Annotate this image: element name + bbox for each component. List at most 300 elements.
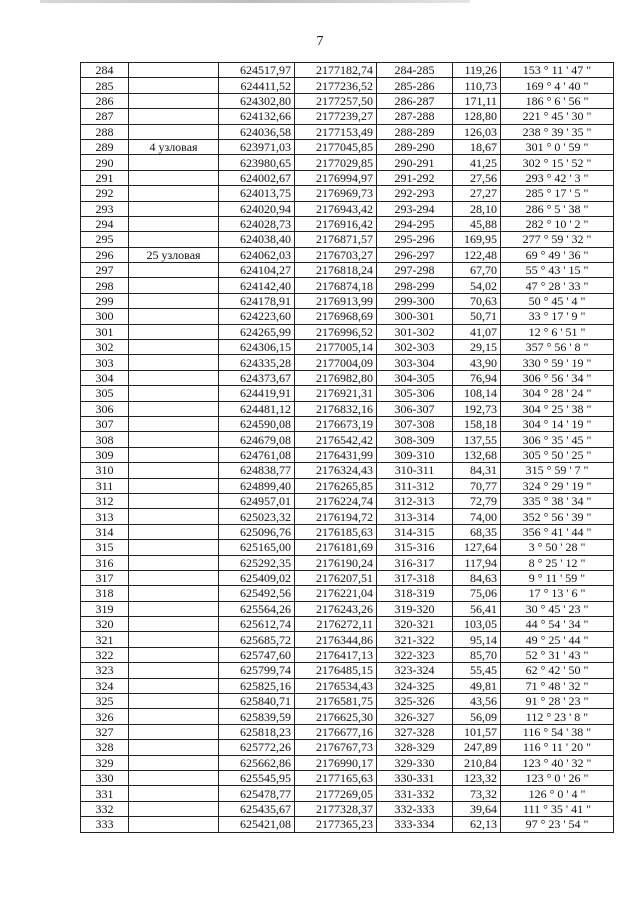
node-type-cell	[129, 447, 219, 462]
y-coordinate-cell: 2176921,31	[295, 386, 377, 401]
page-number: 7	[316, 34, 324, 49]
table-row	[81, 324, 614, 339]
point-number-cell: 294	[81, 216, 129, 231]
segment-cell: 303-304	[377, 355, 453, 370]
y-coordinate-cell: 2176534,43	[295, 678, 377, 693]
node-type-cell	[129, 724, 219, 739]
segment-cell: 292-293	[377, 186, 453, 201]
table-row	[81, 801, 614, 816]
table-row	[81, 463, 614, 478]
table-row	[81, 386, 614, 401]
direction-angle-cell: 306 ° 35 ' 45 "	[501, 432, 614, 447]
direction-angle-cell: 302 ° 15 ' 52 "	[501, 155, 614, 170]
x-coordinate-cell: 625478,77	[219, 786, 295, 801]
direction-angle-cell: 50 ° 45 ' 4 "	[501, 293, 614, 308]
y-coordinate-cell: 2177365,23	[295, 817, 377, 832]
y-coordinate-cell: 2176194,72	[295, 509, 377, 524]
point-number-cell: 300	[81, 309, 129, 324]
direction-angle-cell: 356 ° 41 ' 44 "	[501, 524, 614, 539]
point-number-cell: 331	[81, 786, 129, 801]
length-cell: 27,56	[453, 170, 501, 185]
x-coordinate-cell: 624590,08	[219, 416, 295, 431]
node-type-cell: 4 узловая	[129, 139, 219, 154]
node-type-cell	[129, 278, 219, 293]
point-number-cell: 330	[81, 770, 129, 785]
segment-cell: 317-318	[377, 570, 453, 585]
x-coordinate-cell: 624036,58	[219, 124, 295, 139]
direction-angle-cell: 123 ° 0 ' 26 "	[501, 770, 614, 785]
point-number-cell: 297	[81, 263, 129, 278]
y-coordinate-cell: 2176871,57	[295, 232, 377, 247]
length-cell: 39,64	[453, 801, 501, 816]
x-coordinate-cell: 624517,97	[219, 63, 295, 78]
direction-angle-cell: 153 ° 11 ' 47 "	[501, 63, 614, 78]
table-row	[81, 755, 614, 770]
point-number-cell: 298	[81, 278, 129, 293]
segment-cell: 323-324	[377, 663, 453, 678]
length-cell: 210,84	[453, 755, 501, 770]
node-type-cell	[129, 386, 219, 401]
x-coordinate-cell: 625772,26	[219, 740, 295, 755]
direction-angle-cell: 126 ° 0 ' 4 "	[501, 786, 614, 801]
direction-angle-cell: 69 ° 49 ' 36 "	[501, 247, 614, 262]
point-number-cell: 333	[81, 817, 129, 832]
y-coordinate-cell: 2176207,51	[295, 570, 377, 585]
segment-cell: 311-312	[377, 478, 453, 493]
point-number-cell: 291	[81, 170, 129, 185]
length-cell: 95,14	[453, 632, 501, 647]
direction-angle-cell: 30 ° 45 ' 23 "	[501, 601, 614, 616]
length-cell: 74,00	[453, 509, 501, 524]
direction-angle-cell: 315 ° 59 ' 7 "	[501, 463, 614, 478]
x-coordinate-cell: 625612,74	[219, 617, 295, 632]
x-coordinate-cell: 623980,65	[219, 155, 295, 170]
direction-angle-cell: 47 ° 28 ' 33 "	[501, 278, 614, 293]
direction-angle-cell: 116 ° 11 ' 20 "	[501, 740, 614, 755]
direction-angle-cell: 286 ° 5 ' 38 "	[501, 201, 614, 216]
y-coordinate-cell: 2177182,74	[295, 63, 377, 78]
y-coordinate-cell: 2177165,63	[295, 770, 377, 785]
length-cell: 127,64	[453, 540, 501, 555]
y-coordinate-cell: 2176818,24	[295, 263, 377, 278]
segment-cell: 290-291	[377, 155, 453, 170]
x-coordinate-cell: 625799,74	[219, 663, 295, 678]
length-cell: 18,67	[453, 139, 501, 154]
segment-cell: 324-325	[377, 678, 453, 693]
y-coordinate-cell: 2176913,99	[295, 293, 377, 308]
table-row	[81, 232, 614, 247]
table-row	[81, 709, 614, 724]
y-coordinate-cell: 2176832,16	[295, 401, 377, 416]
node-type-cell	[129, 601, 219, 616]
length-cell: 54,02	[453, 278, 501, 293]
x-coordinate-cell: 624038,40	[219, 232, 295, 247]
y-coordinate-cell: 2176185,63	[295, 524, 377, 539]
y-coordinate-cell: 2176243,26	[295, 601, 377, 616]
node-type-cell	[129, 416, 219, 431]
node-type-cell	[129, 617, 219, 632]
direction-angle-cell: 238 ° 39 ' 35 "	[501, 124, 614, 139]
y-coordinate-cell: 2176767,73	[295, 740, 377, 755]
segment-cell: 300-301	[377, 309, 453, 324]
node-type-cell	[129, 755, 219, 770]
node-type-cell	[129, 586, 219, 601]
direction-angle-cell: 186 ° 6 ' 56 "	[501, 93, 614, 108]
y-coordinate-cell: 2176485,15	[295, 663, 377, 678]
node-type-cell	[129, 709, 219, 724]
y-coordinate-cell: 2176190,24	[295, 555, 377, 570]
table-row	[81, 170, 614, 185]
length-cell: 43,90	[453, 355, 501, 370]
direction-angle-cell: 55 ° 43 ' 15 "	[501, 263, 614, 278]
direction-angle-cell: 8 ° 25 ' 12 "	[501, 555, 614, 570]
table-row	[81, 293, 614, 308]
length-cell: 73,32	[453, 786, 501, 801]
length-cell: 128,80	[453, 109, 501, 124]
node-type-cell	[129, 263, 219, 278]
length-cell: 85,70	[453, 647, 501, 662]
x-coordinate-cell: 625096,76	[219, 524, 295, 539]
x-coordinate-cell: 625023,32	[219, 509, 295, 524]
segment-cell: 288-289	[377, 124, 453, 139]
table-row	[81, 540, 614, 555]
point-number-cell: 305	[81, 386, 129, 401]
segment-cell: 285-286	[377, 78, 453, 93]
table-row	[81, 340, 614, 355]
length-cell: 119,26	[453, 63, 501, 78]
node-type-cell	[129, 694, 219, 709]
length-cell: 169,95	[453, 232, 501, 247]
x-coordinate-cell: 625165,00	[219, 540, 295, 555]
segment-cell: 325-326	[377, 694, 453, 709]
x-coordinate-cell: 625839,59	[219, 709, 295, 724]
direction-angle-cell: 97 ° 23 ' 54 "	[501, 817, 614, 832]
x-coordinate-cell: 624335,28	[219, 355, 295, 370]
segment-cell: 299-300	[377, 293, 453, 308]
segment-cell: 319-320	[377, 601, 453, 616]
point-number-cell: 285	[81, 78, 129, 93]
point-number-cell: 332	[81, 801, 129, 816]
point-number-cell: 315	[81, 540, 129, 555]
node-type-cell	[129, 740, 219, 755]
length-cell: 49,81	[453, 678, 501, 693]
node-type-cell	[129, 432, 219, 447]
node-type-cell	[129, 463, 219, 478]
length-cell: 62,13	[453, 817, 501, 832]
y-coordinate-cell: 2176916,42	[295, 216, 377, 231]
length-cell: 123,32	[453, 770, 501, 785]
y-coordinate-cell: 2176221,04	[295, 586, 377, 601]
segment-cell: 309-310	[377, 447, 453, 462]
segment-cell: 322-323	[377, 647, 453, 662]
table-row	[81, 678, 614, 693]
table-row	[81, 309, 614, 324]
segment-cell: 305-306	[377, 386, 453, 401]
table-row	[81, 416, 614, 431]
segment-cell: 287-288	[377, 109, 453, 124]
point-number-cell: 316	[81, 555, 129, 570]
point-number-cell: 304	[81, 370, 129, 385]
y-coordinate-cell: 2176982,80	[295, 370, 377, 385]
segment-cell: 301-302	[377, 324, 453, 339]
segment-cell: 314-315	[377, 524, 453, 539]
point-number-cell: 312	[81, 493, 129, 508]
y-coordinate-cell: 2176703,27	[295, 247, 377, 262]
y-coordinate-cell: 2177239,27	[295, 109, 377, 124]
direction-angle-cell: 301 ° 0 ' 59 "	[501, 139, 614, 154]
y-coordinate-cell: 2176581,75	[295, 694, 377, 709]
direction-angle-cell: 52 ° 31 ' 43 "	[501, 647, 614, 662]
segment-cell: 284-285	[377, 63, 453, 78]
length-cell: 27,27	[453, 186, 501, 201]
segment-cell: 286-287	[377, 93, 453, 108]
direction-angle-cell: 285 ° 17 ' 5 "	[501, 186, 614, 201]
point-number-cell: 290	[81, 155, 129, 170]
node-type-cell	[129, 63, 219, 78]
node-type-cell	[129, 355, 219, 370]
direction-angle-cell: 335 ° 38 ' 34 "	[501, 493, 614, 508]
x-coordinate-cell: 624899,40	[219, 478, 295, 493]
y-coordinate-cell: 2176943,42	[295, 201, 377, 216]
x-coordinate-cell: 625818,23	[219, 724, 295, 739]
segment-cell: 326-327	[377, 709, 453, 724]
node-type-cell	[129, 340, 219, 355]
length-cell: 137,55	[453, 432, 501, 447]
length-cell: 29,15	[453, 340, 501, 355]
segment-cell: 298-299	[377, 278, 453, 293]
direction-angle-cell: 305 ° 50 ' 25 "	[501, 447, 614, 462]
direction-angle-cell: 3 ° 50 ' 28 "	[501, 540, 614, 555]
length-cell: 70,63	[453, 293, 501, 308]
point-number-cell: 322	[81, 647, 129, 662]
x-coordinate-cell: 624062,03	[219, 247, 295, 262]
length-cell: 70,77	[453, 478, 501, 493]
length-cell: 126,03	[453, 124, 501, 139]
node-type-cell	[129, 216, 219, 231]
point-number-cell: 288	[81, 124, 129, 139]
length-cell: 84,63	[453, 570, 501, 585]
point-number-cell: 317	[81, 570, 129, 585]
x-coordinate-cell: 625545,95	[219, 770, 295, 785]
table-row	[81, 509, 614, 524]
direction-angle-cell: 304 ° 14 ' 19 "	[501, 416, 614, 431]
length-cell: 68,35	[453, 524, 501, 539]
point-number-cell: 284	[81, 63, 129, 78]
direction-angle-cell: 123 ° 40 ' 32 "	[501, 755, 614, 770]
x-coordinate-cell: 624013,75	[219, 186, 295, 201]
node-type-cell	[129, 232, 219, 247]
segment-cell: 330-331	[377, 770, 453, 785]
x-coordinate-cell: 624302,80	[219, 93, 295, 108]
segment-cell: 297-298	[377, 263, 453, 278]
table-row	[81, 139, 614, 154]
point-number-cell: 319	[81, 601, 129, 616]
node-type-cell	[129, 817, 219, 832]
direction-angle-cell: 112 ° 23 ' 8 "	[501, 709, 614, 724]
node-type-cell	[129, 324, 219, 339]
x-coordinate-cell: 624419,91	[219, 386, 295, 401]
direction-angle-cell: 304 ° 25 ' 38 "	[501, 401, 614, 416]
segment-cell: 302-303	[377, 340, 453, 355]
y-coordinate-cell: 2176272,11	[295, 617, 377, 632]
segment-cell: 331-332	[377, 786, 453, 801]
table-row	[81, 401, 614, 416]
direction-angle-cell: 169 ° 4 ' 40 "	[501, 78, 614, 93]
table-row	[81, 447, 614, 462]
table-row	[81, 524, 614, 539]
x-coordinate-cell: 625747,60	[219, 647, 295, 662]
node-type-cell	[129, 493, 219, 508]
table-row	[81, 263, 614, 278]
node-type-cell	[129, 370, 219, 385]
y-coordinate-cell: 2177328,37	[295, 801, 377, 816]
y-coordinate-cell: 2176224,74	[295, 493, 377, 508]
direction-angle-cell: 71 ° 48 ' 32 "	[501, 678, 614, 693]
direction-angle-cell: 277 ° 59 ' 32 "	[501, 232, 614, 247]
y-coordinate-cell: 2176673,19	[295, 416, 377, 431]
point-number-cell: 289	[81, 139, 129, 154]
direction-angle-cell: 44 ° 54 ' 34 "	[501, 617, 614, 632]
y-coordinate-cell: 2177029,85	[295, 155, 377, 170]
segment-cell: 318-319	[377, 586, 453, 601]
point-number-cell: 292	[81, 186, 129, 201]
node-type-cell	[129, 124, 219, 139]
y-coordinate-cell: 2176344,86	[295, 632, 377, 647]
table-row	[81, 93, 614, 108]
table-row	[81, 186, 614, 201]
segment-cell: 329-330	[377, 755, 453, 770]
table-row	[81, 601, 614, 616]
x-coordinate-cell: 625825,16	[219, 678, 295, 693]
x-coordinate-cell: 624761,08	[219, 447, 295, 462]
length-cell: 117,94	[453, 555, 501, 570]
direction-angle-cell: 304 ° 28 ' 24 "	[501, 386, 614, 401]
table-row	[81, 817, 614, 832]
segment-cell: 294-295	[377, 216, 453, 231]
table-row	[81, 155, 614, 170]
y-coordinate-cell: 2176417,13	[295, 647, 377, 662]
node-type-cell	[129, 570, 219, 585]
point-number-cell: 296	[81, 247, 129, 262]
length-cell: 50,71	[453, 309, 501, 324]
length-cell: 171,11	[453, 93, 501, 108]
segment-cell: 328-329	[377, 740, 453, 755]
y-coordinate-cell: 2177045,85	[295, 139, 377, 154]
node-type-cell: 25 узловая	[129, 247, 219, 262]
direction-angle-cell: 111 ° 35 ' 41 "	[501, 801, 614, 816]
x-coordinate-cell: 624132,66	[219, 109, 295, 124]
y-coordinate-cell: 2176431,99	[295, 447, 377, 462]
x-coordinate-cell: 624028,73	[219, 216, 295, 231]
node-type-cell	[129, 770, 219, 785]
table-row	[81, 478, 614, 493]
table-row	[81, 786, 614, 801]
point-number-cell: 314	[81, 524, 129, 539]
y-coordinate-cell: 2176677,16	[295, 724, 377, 739]
direction-angle-cell: 221 ° 45 ' 30 "	[501, 109, 614, 124]
x-coordinate-cell: 624957,01	[219, 493, 295, 508]
x-coordinate-cell: 624178,91	[219, 293, 295, 308]
segment-cell: 333-334	[377, 817, 453, 832]
y-coordinate-cell: 2177257,50	[295, 93, 377, 108]
point-number-cell: 311	[81, 478, 129, 493]
direction-angle-cell: 9 ° 11 ' 59 "	[501, 570, 614, 585]
node-type-cell	[129, 293, 219, 308]
node-type-cell	[129, 678, 219, 693]
point-number-cell: 307	[81, 416, 129, 431]
segment-cell: 327-328	[377, 724, 453, 739]
segment-cell: 312-313	[377, 493, 453, 508]
node-type-cell	[129, 478, 219, 493]
segment-cell: 308-309	[377, 432, 453, 447]
y-coordinate-cell: 2177004,09	[295, 355, 377, 370]
x-coordinate-cell: 625435,67	[219, 801, 295, 816]
y-coordinate-cell: 2176990,17	[295, 755, 377, 770]
node-type-cell	[129, 801, 219, 816]
x-coordinate-cell: 625685,72	[219, 632, 295, 647]
point-number-cell: 324	[81, 678, 129, 693]
node-type-cell	[129, 509, 219, 524]
y-coordinate-cell: 2176874,18	[295, 278, 377, 293]
y-coordinate-cell: 2176324,43	[295, 463, 377, 478]
y-coordinate-cell: 2177153,49	[295, 124, 377, 139]
table-row	[81, 355, 614, 370]
segment-cell: 316-317	[377, 555, 453, 570]
x-coordinate-cell: 624481,12	[219, 401, 295, 416]
table-row	[81, 617, 614, 632]
length-cell: 41,07	[453, 324, 501, 339]
table-row	[81, 740, 614, 755]
node-type-cell	[129, 524, 219, 539]
direction-angle-cell: 306 ° 56 ' 34 "	[501, 370, 614, 385]
table-row	[81, 370, 614, 385]
x-coordinate-cell: 623971,03	[219, 139, 295, 154]
length-cell: 84,31	[453, 463, 501, 478]
y-coordinate-cell: 2176625,30	[295, 709, 377, 724]
node-type-cell	[129, 309, 219, 324]
direction-angle-cell: 17 ° 13 ' 6 "	[501, 586, 614, 601]
table-row	[81, 647, 614, 662]
point-number-cell: 293	[81, 201, 129, 216]
node-type-cell	[129, 555, 219, 570]
length-cell: 56,41	[453, 601, 501, 616]
table-row	[81, 124, 614, 139]
length-cell: 158,18	[453, 416, 501, 431]
table-row	[81, 201, 614, 216]
node-type-cell	[129, 786, 219, 801]
direction-angle-cell: 49 ° 25 ' 44 "	[501, 632, 614, 647]
x-coordinate-cell: 624104,27	[219, 263, 295, 278]
point-number-cell: 325	[81, 694, 129, 709]
point-number-cell: 295	[81, 232, 129, 247]
node-type-cell	[129, 540, 219, 555]
table-row	[81, 586, 614, 601]
x-coordinate-cell: 624838,77	[219, 463, 295, 478]
point-number-cell: 309	[81, 447, 129, 462]
node-type-cell	[129, 663, 219, 678]
point-number-cell: 326	[81, 709, 129, 724]
length-cell: 45,88	[453, 216, 501, 231]
segment-cell: 306-307	[377, 401, 453, 416]
segment-cell: 332-333	[377, 801, 453, 816]
length-cell: 28,10	[453, 201, 501, 216]
point-number-cell: 323	[81, 663, 129, 678]
point-number-cell: 310	[81, 463, 129, 478]
x-coordinate-cell: 625421,08	[219, 817, 295, 832]
point-number-cell: 302	[81, 340, 129, 355]
length-cell: 72,79	[453, 493, 501, 508]
table-body	[81, 63, 614, 833]
